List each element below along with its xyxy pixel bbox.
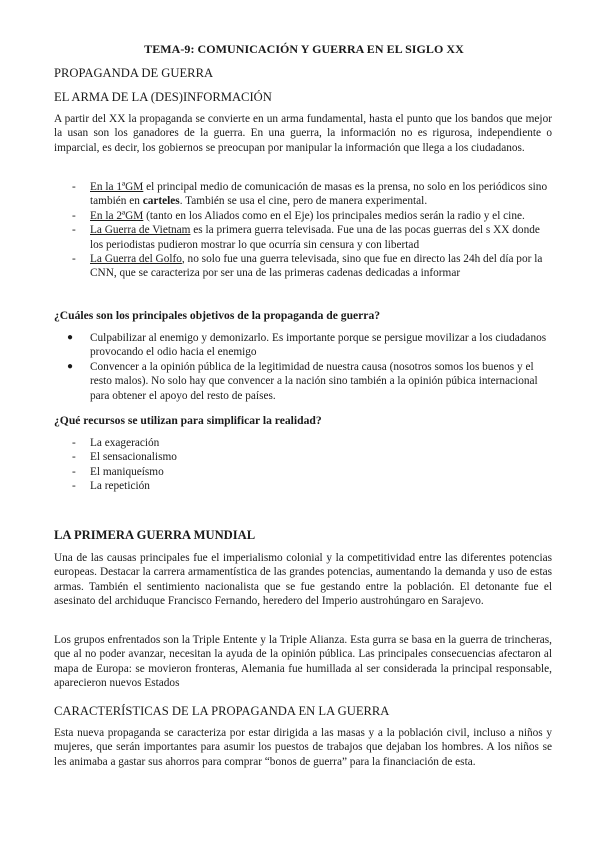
list-item: - El maniqueísmo xyxy=(72,465,164,478)
section-heading-desinformacion: EL ARMA DE LA (DES)INFORMACIÓN xyxy=(54,90,272,104)
list-item: ● Convencer a la opinión pública de la legitimidad de nuestra causa (nosotros somos los buenos y el resto malos). No solo hay que convencer a la nación sino también a la opinión púbica internacional para obtener el apoyo del resto de países. xyxy=(67,360,538,402)
dash-marker: - xyxy=(72,451,76,464)
dash-marker: - xyxy=(72,465,76,478)
paragraph-causes: Una de las causas principales fue el imperialismo colonial y la competitividad entre las diferentes potencias europeas. Destacar la carrera armamentística de las grandes potencias, aumentando la demanda y uso de estas armas. También el sentimiento nacionalista que se fue gestando entre la población. El detonante fue el asesinato del archiduque Francisco Fernando, heredero del Imperio austrohúngaro en Sarajevo. xyxy=(54,552,552,608)
bullet-marker: ● xyxy=(67,332,74,343)
dash-marker: - xyxy=(72,253,76,266)
media-list xyxy=(54,180,554,281)
list-item: - La exageración xyxy=(72,437,160,449)
list-item: - La repetición xyxy=(72,480,150,493)
dash-marker: - xyxy=(72,209,76,222)
list-item: - En la 1ªGM el principal medio de comunicación de masas es la prensa, no solo en los periódicos sino también en carteles. También se usa el cine, pero de manera experimental. xyxy=(72,181,548,208)
bullet-marker: ● xyxy=(67,360,74,372)
heading-primera-guerra: LA PRIMERA GUERRA MUNDIAL xyxy=(54,528,256,542)
question-objectives: ¿Cuáles son los principales objetivos de la propaganda de guerra? xyxy=(54,309,381,322)
list-item: - El sensacionalismo xyxy=(72,451,177,464)
list-item: - La Guerra de Vietnam es la primera guerra televisada. Fue una de las pocas guerras del s XX donde los periodistas pudieron mostrar lo que ocurría sin censura y con libertad xyxy=(72,224,540,251)
list-item: - La Guerra del Golfo, no solo fue una guerra televisada, sino que fue en directo las 24h del día por la CNN, que se caracteriza por ser una de las primeras cadenas dedicadas a informar xyxy=(72,253,543,280)
dash-marker: - xyxy=(72,437,76,449)
dash-marker: - xyxy=(72,224,76,237)
dash-marker: - xyxy=(72,181,76,193)
paragraph-intro: A partir del XX la propaganda se convierte en un arma fundamental, hasta el punto que los bandos que mejor la usan son los ganadores de la guerra. En una guerra, la información no es rigurosa, independiente o imparcial, es decir, los gobiernos se preocupan por manipular la información que llega a los ciudadanos. xyxy=(54,113,552,154)
paragraph-groups: Los grupos enfrentados son la Triple Entente y la Triple Alianza. Esta gurra se basa en la guerra de trincheras, que al no poder avanzar, necesitan la ayuda de la opinión pública. Las principales consecuencias afectaron al mapa de Europa: se movieron fronteras, Alemania fue humillada al ser considerada la principal responsable, aparecieron nuevos Estados xyxy=(54,634,552,690)
list-item: - En la 2ªGM (tanto en los Aliados como en el Eje) los principales medios serán la radio y el cine. xyxy=(72,209,525,222)
resources-list xyxy=(54,436,554,494)
document-title: TEMA-9: COMUNICACIÓN Y GUERRA EN EL SIGLO XX xyxy=(144,42,464,56)
section-heading-caracteristicas: CARACTERÍSTICAS DE LA PROPAGANDA EN LA GUERRA xyxy=(54,704,390,718)
paragraph-characteristics: Esta nueva propaganda se caracteriza por estar dirigida a las masas y a la población civil, incluso a niños y mujeres, que serán importantes para asumir los puestos de trabajos que dejaban los hombres. A los niños se les animaba a gastar sus ahorros para comprar “bonos de guerra” para la financiación de esta. xyxy=(54,727,552,768)
objectives-list xyxy=(54,331,554,403)
question-resources: ¿Qué recursos se utilizan para simplificar la realidad? xyxy=(54,414,322,427)
dash-marker: - xyxy=(72,480,76,493)
list-item: ● Culpabilizar al enemigo y demonizarlo. Es importante porque se persigue movilizar a los ciudadanos provocando el odio hacia el enemigo xyxy=(67,332,547,359)
section-heading-propaganda: PROPAGANDA DE GUERRA xyxy=(54,66,214,80)
